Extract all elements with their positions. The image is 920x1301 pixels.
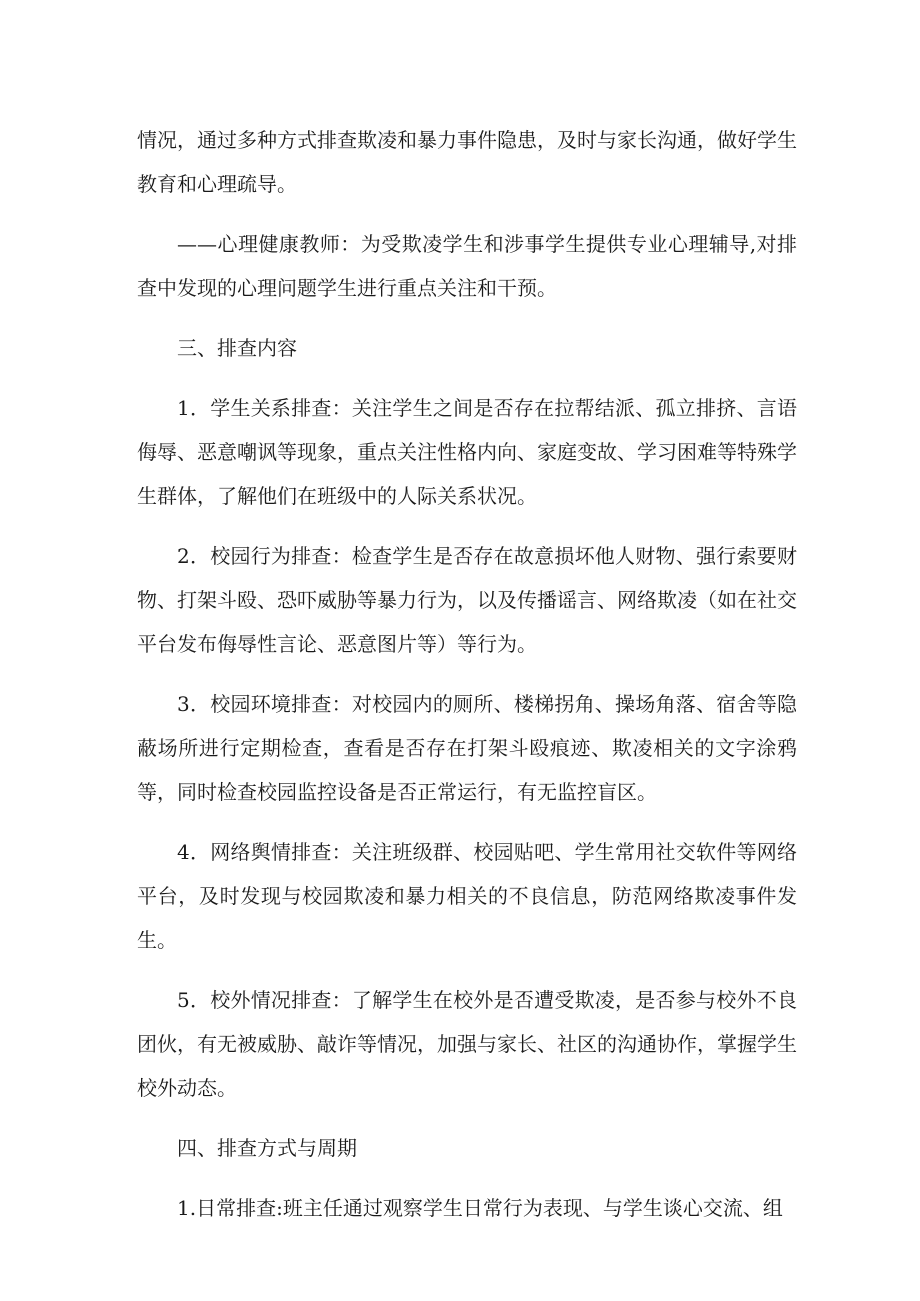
section-heading-4: 四、排查方式与周期 [177, 1136, 357, 1160]
list-item-campus-behavior: 2．校园行为排查：检查学生是否存在故意损坏他人财物、强行索要财物、打架斗殴、恐吓威胁等暴力行为，以及传播谣言、网络欺凌（如在社交平台发布侮辱性言论、恶意图片等）等行为。 [137, 544, 797, 656]
list-item-campus-environment: 3．校园环境排查：对校园内的厕所、楼梯拐角、操场角落、宿舍等隐蔽场所进行定期检查，查看是否存在打架斗殴痕迹、欺凌相关的文字涂鸦等，同时检查校园监控设备是否正常运行，有无监控盲区。 [137, 692, 797, 804]
paragraph-psychology-teacher: ——心理健康教师：为受欺凌学生和涉事学生提供专业心理辅导,对排查中发现的心理问题学生进行重点关注和干预。 [137, 232, 797, 300]
section-heading-3: 三、排查内容 [177, 336, 297, 360]
document-body [137, 118, 797, 1246]
paragraph-continuation: 情况，通过多种方式排查欺凌和暴力事件隐患，及时与家长沟通，做好学生教育和心理疏导。 [137, 128, 797, 196]
list-item-student-relations: 1．学生关系排查：关注学生之间是否存在拉帮结派、孤立排挤、言语侮辱、恶意嘲讽等现象，重点关注性格内向、家庭变故、学习困难等特殊学生群体，了解他们在班级中的人际关系状况。 [137, 396, 797, 508]
list-item-off-campus: 5．校外情况排查：了解学生在校外是否遭受欺凌，是否参与校外不良团伙，有无被威胁、敲诈等情况，加强与家长、社区的沟通协作，掌握学生校外动态。 [137, 988, 797, 1100]
list-item-daily-check: 1.日常排查:班主任通过观察学生日常行为表现、与学生谈心交流、组 [177, 1196, 783, 1220]
list-item-online-opinion: 4．网络舆情排查：关注班级群、校园贴吧、学生常用社交软件等网络平台，及时发现与校园欺凌和暴力相关的不良信息，防范网络欺凌事件发生。 [137, 840, 797, 952]
